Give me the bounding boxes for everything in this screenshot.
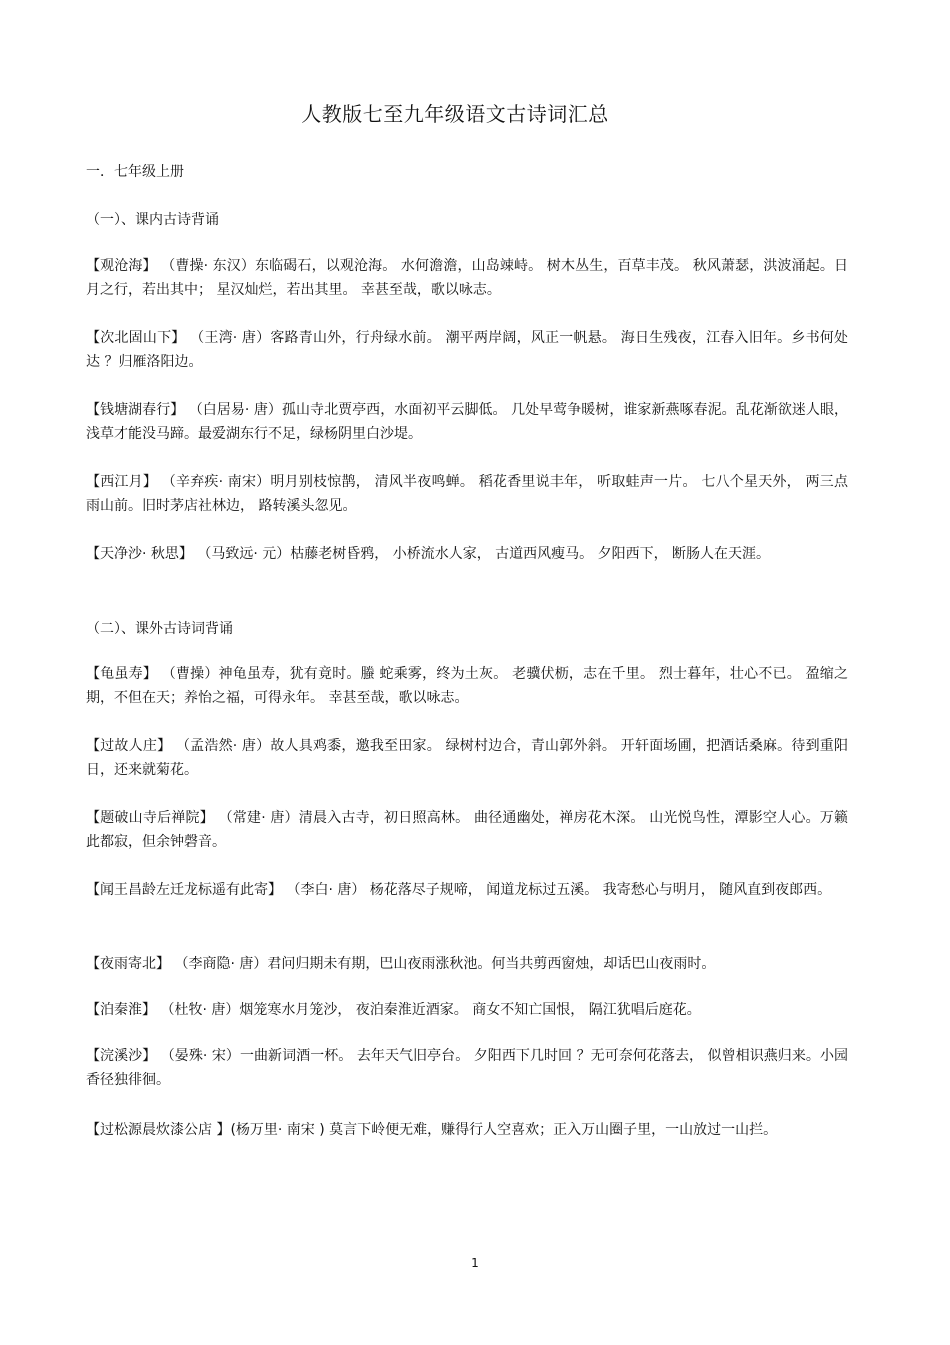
poem-guan-cang-hai: 【观沧海】 （曹操· 东汉）东临碣石，以观沧海。 水何澹澹，山岛竦峙。 树木丛生，百草丰茂。 秋风萧瑟，洪波涌起。日月之行，若出其中； 星汉灿烂，若出其里。 幸甚至哉，歌以咏志。	[86, 258, 848, 298]
poem-huan-xi-sha: 【浣溪沙】 （晏殊· 宋）一曲新词酒一杯。 去年天气旧亭台。 夕阳西下几时回 ？无可奈何花落去， 似曾相识燕归来。小园香径独徘徊。	[86, 1048, 848, 1088]
poem-tian-jing-sha-qiu-si: 【天净沙· 秋思】 （马致远· 元）枯藤老树昏鸦， 小桥流水人家， 古道西风瘦马。 夕阳西下， 断肠人在天涯。	[86, 546, 771, 562]
section-heading: 一．七年级上册	[86, 164, 184, 180]
poem-xi-jiang-yue: 【西江月】 （辛弃疾· 南宋）明月别枝惊鹊， 清风半夜鸣蝉。 稻花香里说丰年， 听取蛙声一片。 七八个星天外， 两三点雨山前。旧时茅店社林边， 路转溪头忽见。	[86, 474, 848, 514]
subsection-heading-extra: （二）、课外古诗词背诵	[86, 621, 233, 637]
poem-ti-po-shan-si-hou-chan-yuan: 【题破山寺后禅院】 （常建· 唐）清晨入古寺，初日照高林。 曲径通幽处，禅房花木深。 山光悦鸟性，潭影空人心。万籁此都寂，但余钟磬音。	[86, 810, 848, 850]
document-title: 人教版七至九年级语文古诗词汇总	[301, 102, 609, 126]
poem-ci-bei-gu-shan-xia: 【次北固山下】 （王湾· 唐）客路青山外，行舟绿水前。 潮平两岸阔，风正一帆悬。 海日生残夜，江春入旧年。乡书何处达 ？归雁洛阳边。	[86, 330, 848, 370]
poem-wen-wang-chang-ling: 【闻王昌龄左迁龙标遥有此寄】 （李白· 唐） 杨花落尽子规啼， 闻道龙标过五溪。 我寄愁心与明月， 随风直到夜郎西。	[86, 882, 832, 898]
poem-guo-song-yuan: 【过松源晨炊漆公店 】(杨万里· 南宋 ) 莫言下岭便无难，赚得行人空喜欢；正入万山圈子里，一山放过一山拦。	[86, 1122, 778, 1138]
poem-bo-qin-huai: 【泊秦淮】 （杜牧· 唐）烟笼寒水月笼沙， 夜泊秦淮近酒家。 商女不知亡国恨， 隔江犹唱后庭花。	[86, 1002, 701, 1018]
poem-gui-sui-shou: 【龟虽寿】 （曹操）神龟虽寿，犹有竟时。螣 蛇乘雾，终为土灰。 老骥伏枥，志在千里。 烈士暮年，壮心不已。 盈缩之期，不但在天；养怡之福，可得永年。 幸甚至哉，歌以咏志。	[86, 666, 848, 706]
poem-guo-gu-ren-zhuang: 【过故人庄】 （孟浩然· 唐）故人具鸡黍，邀我至田家。 绿树村边合，青山郭外斜。 开轩面场圃，把酒话桑麻。待到重阳日，还来就菊花。	[86, 738, 848, 778]
poem-ye-yu-ji-bei: 【夜雨寄北】 （李商隐· 唐）君问归期未有期，巴山夜雨涨秋池。何当共剪西窗烛，却话巴山夜雨时。	[86, 956, 716, 972]
subsection-heading-in-class: （一）、课内古诗背诵	[86, 212, 219, 228]
poem-qian-tang-hu-chun-xing: 【钱塘湖春行】 （白居易· 唐）孤山寺北贾亭西，水面初平云脚低。 几处早莺争暖树，谁家新燕啄春泥。乱花渐欲迷人眼，浅草才能没马蹄。最爱湖东行不足，绿杨阴里白沙堤。	[86, 402, 848, 442]
page-number: 1	[471, 1256, 479, 1270]
